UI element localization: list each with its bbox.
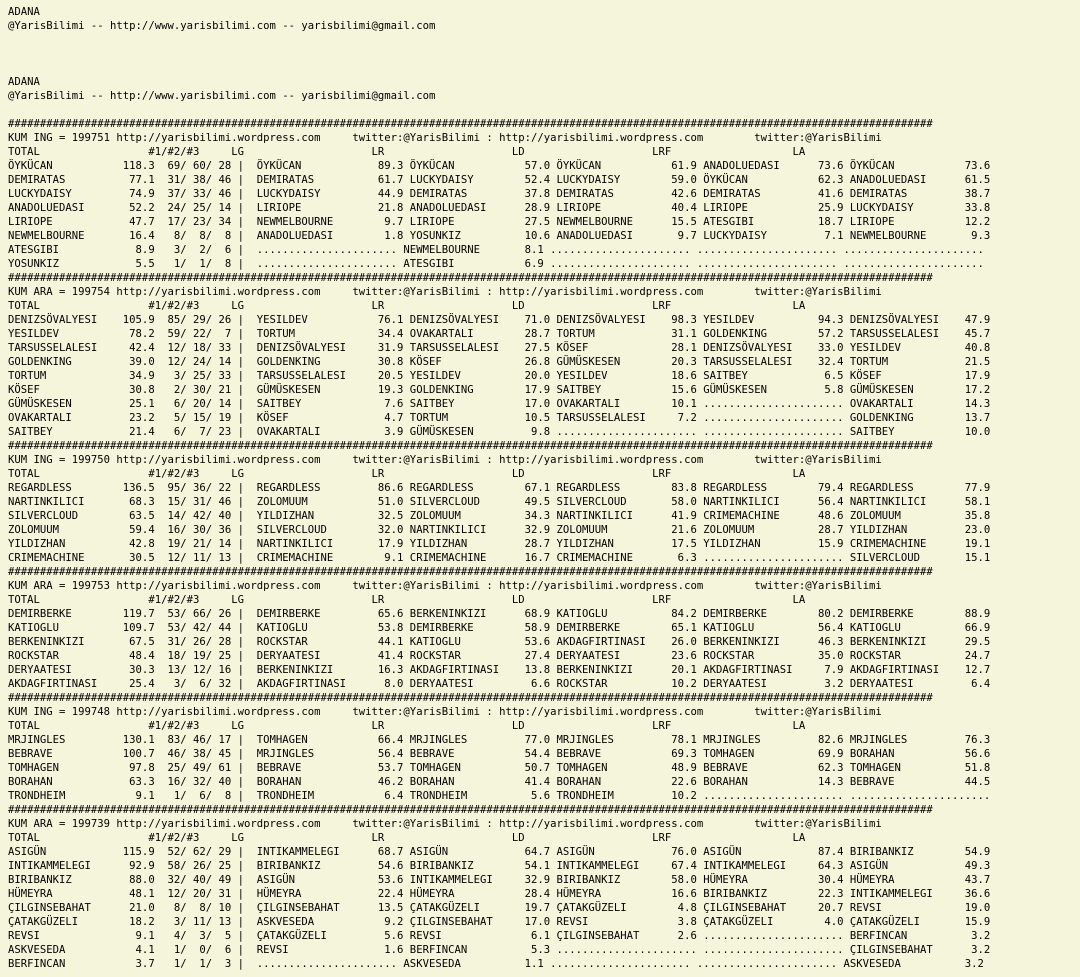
header-contact: @YarisBilimi -- http://www.yarisbilimi.com -- yarisbilimi@gmail.com bbox=[8, 20, 436, 32]
race-row: ZOLOMUUM 59.4 16/ 30/ 36 | SILVERCLOUD 32.0 NARTINKILICI 32.9 ZOLOMUUM 21.6 ZOLOMUUM 28.7 YILDIZHAN 23.0 bbox=[8, 524, 991, 536]
race-row: YILDIZHAN 42.8 19/ 21/ 14 | NARTINKILICI 17.9 YILDIZHAN 28.7 YILDIZHAN 17.5 YILDIZHAN 15.9 CRIMEMACHINE 19.1 bbox=[8, 538, 991, 550]
race-row: BERFINCAN 3.7 1/ 1/ 3 | ...................... ASKVESEDA 1.1 ...................... ...................... ASKVESEDA 3.2 bbox=[8, 958, 984, 970]
race-row: LUCKYDAISY 74.9 37/ 33/ 46 | LUCKYDAISY 44.9 DEMIRATAS 37.8 DEMIRATAS 42.6 DEMIRATAS 41.6 DEMIRATAS 38.7 bbox=[8, 188, 991, 200]
race-title: KUM ING = 199751 http://yarisbilimi.wordpress.com twitter:@YarisBilimi : http://yarisbilimi.wordpress.com twitter:@YarisBilimi bbox=[8, 132, 882, 144]
race-column-header: TOTAL #1/#2/#3 LG LR LD LRF LA bbox=[8, 468, 806, 480]
race-row: YOSUNKIZ 5.5 1/ 1/ 8 | ...................... ATESGIBI 6.9 ...................... ...................... ...................... bbox=[8, 258, 984, 270]
race-title: KUM ING = 199748 http://yarisbilimi.wordpress.com twitter:@YarisBilimi : http://yarisbilimi.wordpress.com twitter:@YarisBilimi bbox=[8, 706, 882, 718]
race-row: DEMIRATAS 77.1 31/ 38/ 46 | DEMIRATAS 61.7 LUCKYDAISY 52.4 LUCKYDAISY 59.0 ÖYKÜCAN 62.3 ANADOLUEDASI 61.5 bbox=[8, 174, 991, 186]
separator-line: ################################################################################################################################################# bbox=[8, 804, 933, 816]
header-contact: @YarisBilimi -- http://www.yarisbilimi.com -- yarisbilimi@gmail.com bbox=[8, 90, 436, 102]
race-row: ÇILGINSEBAHAT 21.0 8/ 8/ 10 | ÇILGINSEBAHAT 13.5 ÇATAKGÜZELI 19.7 ÇATAKGÜZELI 4.8 ÇILGINSEBAHAT 20.7 REVSI 19.0 bbox=[8, 902, 991, 914]
header-city: ADANA bbox=[8, 76, 40, 88]
race-title: KUM ARA = 199739 http://yarisbilimi.wordpress.com twitter:@YarisBilimi : http://yarisbilimi.wordpress.com twitter:@YarisBilimi bbox=[8, 818, 882, 830]
race-column-header: TOTAL #1/#2/#3 LG LR LD LRF LA bbox=[8, 594, 806, 606]
race-row: ATESGIBI 8.9 3/ 2/ 6 | ...................... NEWMELBOURNE 8.1 ...................... ...................... ...................... bbox=[8, 244, 984, 256]
race-column-header: TOTAL #1/#2/#3 LG LR LD LRF LA bbox=[8, 832, 806, 844]
blank-line bbox=[8, 47, 1080, 61]
race-row: ANADOLUEDASI 52.2 24/ 25/ 14 | LIRIOPE 21.8 ANADOLUEDASI 28.9 LIRIOPE 40.4 LIRIOPE 25.9 LUCKYDAISY 33.8 bbox=[8, 202, 991, 214]
race-row: ASKVESEDA 4.1 1/ 0/ 6 | REVSI 1.6 BERFINCAN 5.3 ...................... ...................... ÇILGINSEBAHAT 3.2 bbox=[8, 944, 991, 956]
race-row: DEMIRBERKE 119.7 53/ 66/ 26 | DEMIRBERKE 65.6 BERKENINKIZI 68.9 KATIOGLU 84.2 DEMIRBERKE 80.2 DEMIRBERKE 88.9 bbox=[8, 608, 991, 620]
race-row: GOLDENKING 39.0 12/ 24/ 14 | GOLDENKING 30.8 KÖSEF 26.8 GÜMÜSKESEN 20.3 TARSUSSELALESI 32.4 TORTUM 21.5 bbox=[8, 356, 991, 368]
blank-line bbox=[8, 103, 1080, 117]
race-row: NARTINKILICI 68.3 15/ 31/ 46 | ZOLOMUUM 51.0 SILVERCLOUD 49.5 SILVERCLOUD 58.0 NARTINKILICI 56.4 NARTINKILICI 58.1 bbox=[8, 496, 991, 508]
race-row: LIRIOPE 47.7 17/ 23/ 34 | NEWMELBOURNE 9.7 LIRIOPE 27.5 NEWMELBOURNE 15.5 ATESGIBI 18.7 LIRIOPE 12.2 bbox=[8, 216, 991, 228]
race-row: TARSUSSELALESI 42.4 12/ 18/ 33 | DENIZSÖVALYESI 31.9 TARSUSSELALESI 27.5 KÖSEF 28.1 DENIZSÖVALYESI 33.0 YESILDEV 40.8 bbox=[8, 342, 991, 354]
separator-line: ################################################################################################################################################# bbox=[8, 272, 933, 284]
blank-line bbox=[8, 33, 1080, 47]
race-row: DERYAATESI 30.3 13/ 12/ 16 | BERKENINKIZI 16.3 AKDAGFIRTINASI 13.8 BERKENINKIZI 20.1 AKDAGFIRTINASI 7.9 AKDAGFIRTINASI 12.7 bbox=[8, 664, 991, 676]
race-title: KUM ARA = 199754 http://yarisbilimi.wordpress.com twitter:@YarisBilimi : http://yarisbilimi.wordpress.com twitter:@YarisBilimi bbox=[8, 286, 882, 298]
race-row: OVAKARTALI 23.2 5/ 15/ 19 | KÖSEF 4.7 TORTUM 10.5 TARSUSSELALESI 7.2 ...................... GOLDENKING 13.7 bbox=[8, 412, 991, 424]
race-row: TOMHAGEN 97.8 25/ 49/ 61 | BEBRAVE 53.7 TOMHAGEN 50.7 TOMHAGEN 48.9 BEBRAVE 62.3 TOMHAGEN 51.8 bbox=[8, 762, 991, 774]
separator-line: ################################################################################################################################################# bbox=[8, 440, 933, 452]
race-title: KUM ARA = 199753 http://yarisbilimi.wordpress.com twitter:@YarisBilimi : http://yarisbilimi.wordpress.com twitter:@YarisBilimi bbox=[8, 580, 882, 592]
race-row: ROCKSTAR 48.4 18/ 19/ 25 | DERYAATESI 41.4 ROCKSTAR 27.4 DERYAATESI 23.6 ROCKSTAR 35.0 ROCKSTAR 24.7 bbox=[8, 650, 991, 662]
race-column-header: TOTAL #1/#2/#3 LG LR LD LRF LA bbox=[8, 720, 806, 732]
race-row: REVSI 9.1 4/ 3/ 5 | ÇATAKGÜZELI 5.6 REVSI 6.1 ÇILGINSEBAHAT 2.6 ...................... BERFINCAN 3.2 bbox=[8, 930, 991, 942]
race-row: BERKENINKIZI 67.5 31/ 26/ 28 | ROCKSTAR 44.1 KATIOGLU 53.6 AKDAGFIRTINASI 26.0 BERKENINKIZI 46.3 BERKENINKIZI 29.5 bbox=[8, 636, 991, 648]
race-row: ÇATAKGÜZELI 18.2 3/ 11/ 13 | ASKVESEDA 9.2 ÇILGINSEBAHAT 17.0 REVSI 3.8 ÇATAKGÜZELI 4.0 ÇATAKGÜZELI 15.9 bbox=[8, 916, 991, 928]
separator-line: ################################################################################################################################################# bbox=[8, 566, 933, 578]
race-title: KUM ING = 199750 http://yarisbilimi.wordpress.com twitter:@YarisBilimi : http://yarisbilimi.wordpress.com twitter:@YarisBilimi bbox=[8, 454, 882, 466]
race-row: KATIOGLU 109.7 53/ 42/ 44 | KATIOGLU 53.8 DEMIRBERKE 58.9 DEMIRBERKE 65.1 KATIOGLU 56.4 KATIOGLU 66.9 bbox=[8, 622, 991, 634]
race-row: AKDAGFIRTINASI 25.4 3/ 6/ 32 | AKDAGFIRTINASI 8.0 DERYAATESI 6.6 ROCKSTAR 10.2 DERYAATESI 3.2 DERYAATESI 6.4 bbox=[8, 678, 991, 690]
race-row: YESILDEV 78.2 59/ 22/ 7 | TORTUM 34.4 OVAKARTALI 28.7 TORTUM 31.1 GOLDENKING 57.2 TARSUSSELALESI 45.7 bbox=[8, 328, 991, 340]
race-row: GÜMÜSKESEN 25.1 6/ 20/ 14 | SAITBEY 7.6 SAITBEY 17.0 OVAKARTALI 10.1 ...................... OVAKARTALI 14.3 bbox=[8, 398, 991, 410]
race-row: CRIMEMACHINE 30.5 12/ 11/ 13 | CRIMEMACHINE 9.1 CRIMEMACHINE 16.7 CRIMEMACHINE 6.3 ...................... SILVERCLOUD 15.1 bbox=[8, 552, 991, 564]
race-tables bbox=[8, 117, 1080, 971]
race-row: BORAHAN 63.3 16/ 32/ 40 | BORAHAN 46.2 BORAHAN 41.4 BORAHAN 22.6 BORAHAN 14.3 BEBRAVE 44.5 bbox=[8, 776, 991, 788]
race-row: TORTUM 34.9 3/ 25/ 33 | TARSUSSELALESI 20.5 YESILDEV 20.0 YESILDEV 18.6 SAITBEY 6.5 KÖSEF 17.9 bbox=[8, 370, 991, 382]
race-row: REGARDLESS 136.5 95/ 36/ 22 | REGARDLESS 86.6 REGARDLESS 67.1 REGARDLESS 83.8 REGARDLESS 79.4 REGARDLESS 77.9 bbox=[8, 482, 991, 494]
race-row: TRONDHEIM 9.1 1/ 6/ 8 | TRONDHEIM 6.4 TRONDHEIM 5.6 TRONDHEIM 10.2 ...................... ...................... bbox=[8, 790, 991, 802]
separator-line: ################################################################################################################################################# bbox=[8, 692, 933, 704]
race-row: ASIGÜN 115.9 52/ 62/ 29 | INTIKAMMELEGI 68.7 ASIGÜN 64.7 ASIGÜN 76.0 ASIGÜN 87.4 BIRIBANKIZ 54.9 bbox=[8, 846, 991, 858]
header-city: ADANA bbox=[8, 6, 40, 18]
race-row: BEBRAVE 100.7 46/ 38/ 45 | MRJINGLES 56.4 BEBRAVE 54.4 BEBRAVE 69.3 TOMHAGEN 69.9 BORAHAN 56.6 bbox=[8, 748, 991, 760]
race-row: MRJINGLES 130.1 83/ 46/ 17 | TOMHAGEN 66.4 MRJINGLES 77.0 MRJINGLES 78.1 MRJINGLES 82.6 MRJINGLES 76.3 bbox=[8, 734, 991, 746]
race-row: BIRIBANKIZ 88.0 32/ 40/ 49 | ASIGÜN 53.6 INTIKAMMELEGI 32.9 BIRIBANKIZ 58.0 HÜMEYRA 30.4 HÜMEYRA 43.7 bbox=[8, 874, 991, 886]
race-row: NEWMELBOURNE 16.4 8/ 8/ 8 | ANADOLUEDASI 1.8 YOSUNKIZ 10.6 ANADOLUEDASI 9.7 LUCKYDAISY 7.1 NEWMELBOURNE 9.3 bbox=[8, 230, 991, 242]
race-row: HÜMEYRA 48.1 12/ 20/ 31 | HÜMEYRA 22.4 HÜMEYRA 28.4 HÜMEYRA 16.6 BIRIBANKIZ 22.3 INTIKAMMELEGI 36.6 bbox=[8, 888, 991, 900]
race-row: KÖSEF 30.8 2/ 30/ 21 | GÜMÜSKESEN 19.3 GOLDENKING 17.9 SAITBEY 15.6 GÜMÜSKESEN 5.8 GÜMÜSKESEN 17.2 bbox=[8, 384, 991, 396]
separator-line: ################################################################################################################################################# bbox=[8, 118, 933, 130]
race-row: ÖYKÜCAN 118.3 69/ 60/ 28 | ÖYKÜCAN 89.3 ÖYKÜCAN 57.0 ÖYKÜCAN 61.9 ANADOLUEDASI 73.6 ÖYKÜCAN 73.6 bbox=[8, 160, 991, 172]
race-column-header: TOTAL #1/#2/#3 LG LR LD LRF LA bbox=[8, 146, 806, 158]
blank-line bbox=[8, 61, 1080, 75]
race-row: SAITBEY 21.4 6/ 7/ 23 | OVAKARTALI 3.9 GÜMÜSKESEN 9.8 ...................... ...................... SAITBEY 10.0 bbox=[8, 426, 991, 438]
race-row: DENIZSÖVALYESI 105.9 85/ 29/ 26 | YESILDEV 76.1 DENIZSÖVALYESI 71.0 DENIZSÖVALYESI 98.3 YESILDEV 94.3 DENIZSÖVALYESI 47.9 bbox=[8, 314, 991, 326]
race-row: SILVERCLOUD 63.5 14/ 42/ 40 | YILDIZHAN 32.5 ZOLOMUUM 34.3 NARTINKILICI 41.9 CRIMEMACHINE 48.6 ZOLOMUUM 35.8 bbox=[8, 510, 991, 522]
race-row: INTIKAMMELEGI 92.9 58/ 26/ 25 | BIRIBANKIZ 54.6 BIRIBANKIZ 54.1 INTIKAMMELEGI 67.4 INTIKAMMELEGI 64.3 ASIGÜN 49.3 bbox=[8, 860, 991, 872]
race-column-header: TOTAL #1/#2/#3 LG LR LD LRF LA bbox=[8, 300, 806, 312]
